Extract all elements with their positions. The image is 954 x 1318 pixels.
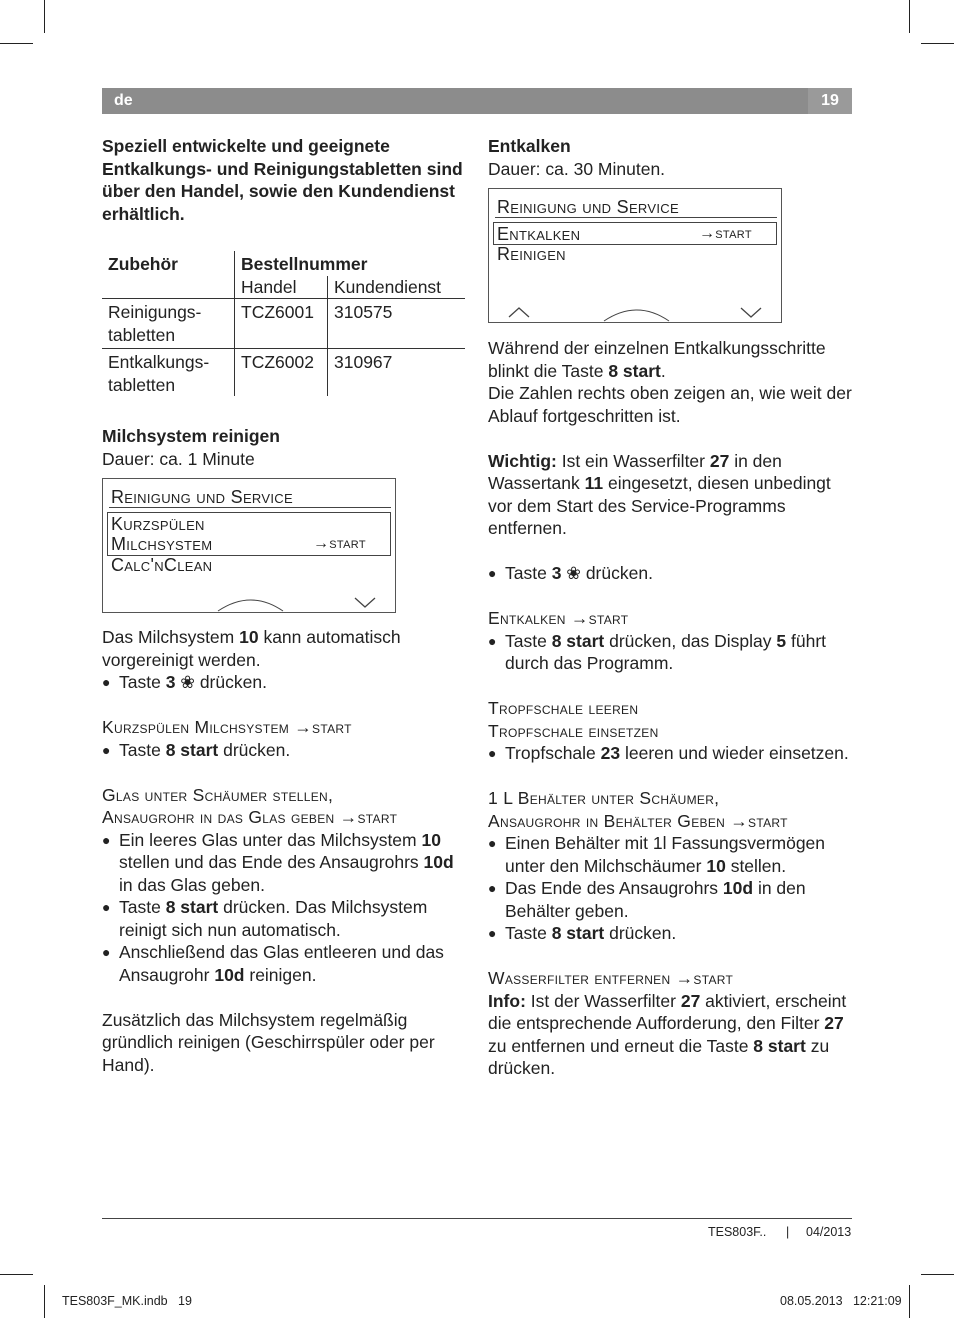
crop-mark [0, 1274, 33, 1275]
display-message: Tropfschale leeren [488, 698, 639, 718]
crop-mark [909, 0, 910, 33]
footer-separator: | [786, 1225, 790, 1239]
display-item-reinigen: Reinigen [497, 244, 566, 264]
display-item-calcnclean: Calc'nClean [111, 555, 213, 575]
list-item: ● Taste 8 start drücken, das Display 5 führt durch das Programm. [488, 630, 853, 675]
table-header-kundendienst: Kundendienst [334, 276, 442, 297]
display-message: Glas unter Schäumer stellen, [102, 784, 334, 805]
crop-mark [44, 0, 45, 33]
footer-model: TES803F.. [708, 1225, 767, 1239]
paragraph: Wichtig: Ist ein Wasserfilter 27 in den Wassertank 11 eingesetzt, diesen unbedingt vor dem Start des Service-Programms entfernen. [488, 450, 831, 538]
accessory-table [102, 251, 465, 396]
decalc-duration: Dauer: ca. 30 Minuten. [488, 158, 666, 179]
display-item-entkalken: Entkalken [497, 224, 581, 244]
footer-rule [102, 1218, 852, 1219]
table-cell-handel: TCZ6001 [235, 299, 328, 349]
intro-text: Speziell entwickelte und geeignete Entkalkungs- und Reinigungstabletten sind über den Handel, sowie den Kundendienst erhältlich. [102, 136, 463, 224]
paragraph: Das Milchsystem 10 kann automatisch vorgereinigt werden. [102, 627, 401, 670]
table-row [102, 349, 465, 397]
display-item-kurzspuelen: Kurzspülen [111, 514, 205, 534]
footer-date: 04/2013 [806, 1225, 852, 1239]
right-body [488, 337, 853, 1080]
table-row [102, 299, 465, 349]
list-item: ● Taste 3 ❀ drücken. [102, 671, 467, 694]
table-cell-name: tabletten [108, 324, 176, 345]
list-item: ● Taste 8 start drücken. [102, 739, 467, 762]
milk-duration: Dauer: ca. 1 Minute [102, 448, 255, 469]
paragraph: Während der einzelnen Entkalkungsschritte blinkt die Taste 8 start. [488, 338, 826, 381]
display-message: Kurzspülen Milchsystem →start [102, 717, 352, 737]
display-message: Entkalken →start [488, 608, 629, 628]
crop-mark [44, 1285, 45, 1318]
list-item: ● Das Ende des Ansaugrohrs 10d in den Behälter geben. [488, 877, 853, 922]
display-start-label: →start [313, 535, 366, 552]
list-item: ● Tropfschale 23 leeren und wieder einsetzen. [488, 742, 853, 765]
milk-title: Milchsystem reinigen [102, 426, 280, 446]
display-message: Wasserfilter entfernen →start [488, 968, 734, 988]
display-message: Ansaugrohr in Behälter Geben →start [488, 810, 788, 831]
table-cell-kundendienst: 310967 [334, 352, 393, 372]
table-cell-name: tabletten [108, 374, 176, 395]
chevron-down-icon [355, 598, 375, 607]
crop-mark [921, 43, 954, 44]
display-controls [489, 299, 781, 322]
display-message: Ansaugrohr in das Glas geben →start [102, 807, 398, 827]
decalc-title: Entkalken [488, 136, 571, 156]
print-file-info: TES803F_MK.indb 19 [62, 1294, 192, 1308]
paragraph: Die Zahlen rechts oben zeigen an, wie weit der Ablauf fortgeschritten ist. [488, 383, 852, 426]
list-item: ● Anschließend das Glas entleeren und das Ansaugrohr 10d reinigen. [102, 941, 467, 986]
header-bar [102, 88, 852, 114]
table-cell-name: Reinigungs- [108, 302, 202, 322]
page-number: 19 [808, 88, 852, 114]
table-cell-handel: TCZ6002 [235, 349, 328, 397]
crop-mark [921, 1274, 954, 1275]
paragraph: Zusätzlich das Milchsystem regelmäßig gründlich reinigen (Geschirrspüler oder per Hand). [102, 1009, 435, 1075]
milk-heading-block [102, 425, 467, 470]
display-title: Reinigung und Service [111, 487, 293, 507]
chevron-down-icon [741, 308, 761, 317]
table-cell-name: Entkalkungs- [108, 352, 210, 372]
table-cell-kundendienst: 310575 [334, 302, 393, 322]
display-message: 1 L Behälter unter Schäumer, [488, 788, 720, 808]
display-decalc [488, 188, 782, 323]
list-item: ● Ein leeres Glas unter das Milchsystem 10 stellen und das Ende des Ansaugrohrs 10d in das Glas geben. [102, 829, 467, 897]
table-header-bestellnummer: Bestellnummer [241, 254, 368, 274]
display-item-milchsystem: Milchsystem [111, 534, 213, 554]
table-header-handel: Handel [235, 276, 328, 299]
display-milk [102, 478, 396, 613]
list-item: ● Taste 3 ❀ drücken. [488, 562, 853, 585]
print-timestamp: 08.05.2013 12:21:09 [780, 1294, 902, 1308]
table-header-zubehoer: Zubehör [102, 251, 235, 276]
display-start-label: →start [699, 225, 752, 242]
paragraph: Info: Ist der Wasserfilter 27 aktiviert, erscheint die entsprechende Aufforderung, den Filter 27 zu entfernen und erneut die Taste 8 start zu drücken. [488, 990, 847, 1078]
display-controls [103, 589, 395, 612]
right-heading-block [488, 135, 853, 180]
left-body [102, 626, 467, 1076]
display-title: Reinigung und Service [497, 197, 679, 217]
list-item: ● Taste 8 start drücken. [488, 922, 853, 945]
list-item: ● Taste 8 start drücken. Das Milchsystem reinigt sich nun automatisch. [102, 896, 467, 941]
crop-mark [0, 43, 33, 44]
language-label: de [114, 92, 133, 109]
chevron-up-icon [509, 308, 529, 317]
left-column [102, 135, 467, 225]
list-item: ● Einen Behälter mit 1l Fassungsvermögen unter den Milchschäumer 10 stellen. [488, 832, 853, 877]
crop-mark [909, 1285, 910, 1318]
display-message: Tropfschale einsetzen [488, 720, 659, 741]
